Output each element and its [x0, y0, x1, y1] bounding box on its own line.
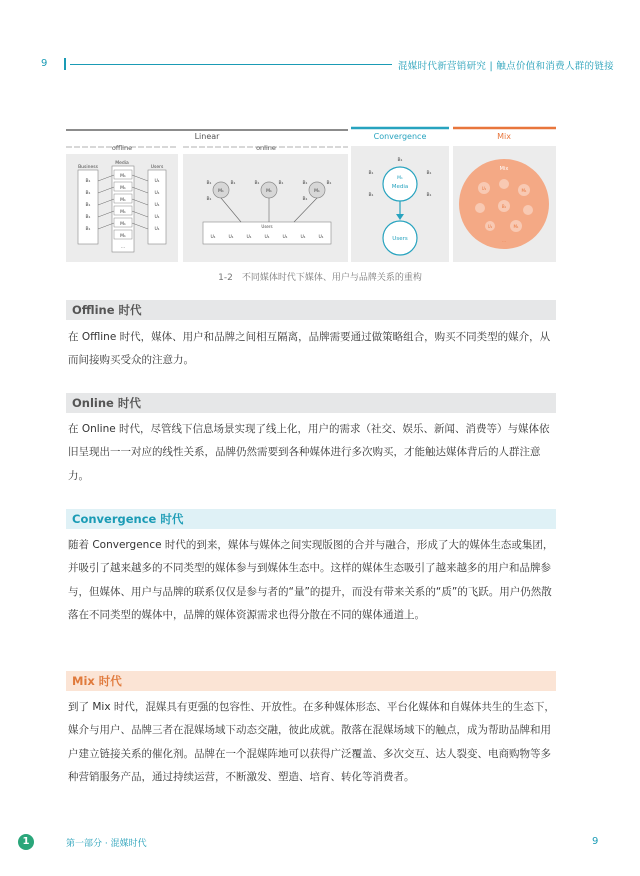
svg-text:U₁: U₁ — [154, 227, 160, 232]
section-body-online: 在 Online 时代，尽管线下信息场景实现了线上化，用户的需求（社交、娱乐、新闻、消费等）与媒体依旧呈现出一一对应的线性关系，品牌仍然需要到各种媒体进行多次购买，才能触达媒体背后的人群注意力。 — [68, 423, 550, 482]
svg-text:B₁: B₁ — [85, 215, 91, 220]
svg-text:B₁: B₁ — [397, 158, 403, 163]
svg-text:...: ... — [502, 238, 506, 243]
online-panel — [183, 154, 348, 262]
online-label: online — [256, 144, 276, 152]
convergence-label: Convergence — [373, 132, 427, 141]
svg-text:U₁: U₁ — [154, 215, 160, 220]
svg-text:U₁: U₁ — [264, 235, 270, 240]
svg-text:Business: Business — [78, 165, 98, 170]
footer-page-number: 9 — [592, 836, 599, 847]
svg-text:U₁: U₁ — [282, 235, 288, 240]
svg-text:U₁: U₁ — [154, 179, 160, 184]
footer-part-badge: 1 — [18, 834, 34, 850]
svg-text:M₁: M₁ — [218, 189, 224, 194]
header-title: 混媒时代新营销研究 | 触点价值和消费人群的链接 — [398, 61, 614, 72]
svg-text:B₁: B₁ — [501, 204, 507, 209]
linear-label: Linear — [194, 132, 220, 141]
svg-text:U₁: U₁ — [318, 235, 324, 240]
svg-text:B₁: B₁ — [302, 181, 308, 186]
svg-text:Mix: Mix — [499, 166, 509, 172]
svg-text:B₁: B₁ — [254, 181, 260, 186]
section-body-convergence: 随着 Convergence 时代的到来，媒体与媒体之间实现版图的合并与融合，形成了大的媒体生态或集团，并吸引了越来越多的不同类型的媒体参与到媒体生态中。这样的媒体生态吸引了越来越多的用户和品牌参与，但媒体、用户与品牌的联系仅仅是参与者的“量”的提升，而没有带来关系的“质”的飞跃。用户仍然散落在不同类型的媒体中，品牌的媒体资源需求也得分散在不同的媒体通道上。 — [68, 539, 554, 621]
svg-text:M₁: M₁ — [314, 189, 320, 194]
header-divider — [64, 58, 66, 70]
svg-text:B₁: B₁ — [85, 227, 91, 232]
svg-text:B₁: B₁ — [426, 193, 432, 198]
svg-text:U₁: U₁ — [300, 235, 306, 240]
section-body-mix: 到了 Mix 时代，混媒具有更强的包容性、开放性。在多种媒体形态、平台化媒体和自媒体共生的生态下，媒介与用户、品牌三者在混媒场域下动态交融，彼此成就。散落在混媒场域下的触点，成为帮助品牌和用户建立链接关系的催化剂。品牌在一个混媒阵地可以获得广泛覆盖、多次交互、达人裂变、电商购物等多种营销服务产品，通过持续运营，不断激发、塑造、培育、转化等消费者。 — [68, 701, 555, 783]
svg-text:Users: Users — [261, 224, 273, 229]
svg-text:...: ... — [120, 245, 126, 250]
svg-text:B₁: B₁ — [368, 171, 374, 176]
svg-text:M₁: M₁ — [120, 186, 126, 191]
svg-text:B₁: B₁ — [230, 181, 236, 186]
offline-label: offline — [111, 144, 133, 152]
svg-text:B₁: B₁ — [206, 181, 212, 186]
svg-text:U₁: U₁ — [154, 203, 160, 208]
svg-text:M₁: M₁ — [120, 222, 126, 227]
svg-text:B₁: B₁ — [278, 181, 284, 186]
svg-text:B₁: B₁ — [302, 197, 308, 202]
svg-text:U₁: U₁ — [481, 186, 487, 191]
svg-text:B₁: B₁ — [85, 191, 91, 196]
svg-text:B₁: B₁ — [85, 203, 91, 208]
svg-text:U₁: U₁ — [246, 235, 252, 240]
mix-label: Mix — [497, 132, 511, 141]
media-relationship-diagram — [66, 126, 556, 264]
svg-text:B₁: B₁ — [326, 181, 332, 186]
figure-caption: 1-2 不同媒体时代下媒体、用户与品牌关系的重构 — [218, 273, 422, 283]
media-node: Media — [391, 184, 409, 190]
svg-text:Users: Users — [150, 165, 164, 170]
section-body-offline: 在 Offline 时代，媒体、用户和品牌之间相互隔离，品牌需要通过做策略组合，购买不同类型的媒介，从而间接购买受众的注意力。 — [68, 331, 551, 367]
header-rule — [70, 64, 392, 65]
svg-text:U₁: U₁ — [154, 191, 160, 196]
section-heading-online: Online 时代 — [66, 393, 556, 413]
svg-text:B₁: B₁ — [426, 171, 432, 176]
svg-text:M₁: M₁ — [120, 198, 126, 203]
svg-text:M₁: M₁ — [521, 188, 527, 193]
section-heading-offline: Offline 时代 — [66, 300, 556, 320]
svg-text:M₁: M₁ — [397, 176, 403, 181]
svg-text:U₁: U₁ — [210, 235, 216, 240]
section-heading-convergence: Convergence 时代 — [66, 509, 556, 529]
svg-text:M₁: M₁ — [120, 174, 126, 179]
svg-text:U₁: U₁ — [228, 235, 234, 240]
users-node: Users — [392, 236, 408, 242]
svg-text:M₁: M₁ — [513, 224, 519, 229]
svg-text:M₁: M₁ — [120, 234, 126, 239]
section-heading-mix: Mix 时代 — [66, 671, 556, 691]
svg-text:M₁: M₁ — [266, 189, 272, 194]
svg-text:B₁: B₁ — [368, 193, 374, 198]
svg-text:B₁: B₁ — [206, 197, 212, 202]
svg-text:Media: Media — [115, 161, 129, 166]
svg-text:M₁: M₁ — [120, 210, 126, 215]
svg-text:B₁: B₁ — [85, 179, 91, 184]
header-page-number: 9 — [41, 58, 48, 69]
svg-text:U₁: U₁ — [487, 224, 493, 229]
footer-section-label: 第一部分 · 混媒时代 — [66, 839, 147, 849]
